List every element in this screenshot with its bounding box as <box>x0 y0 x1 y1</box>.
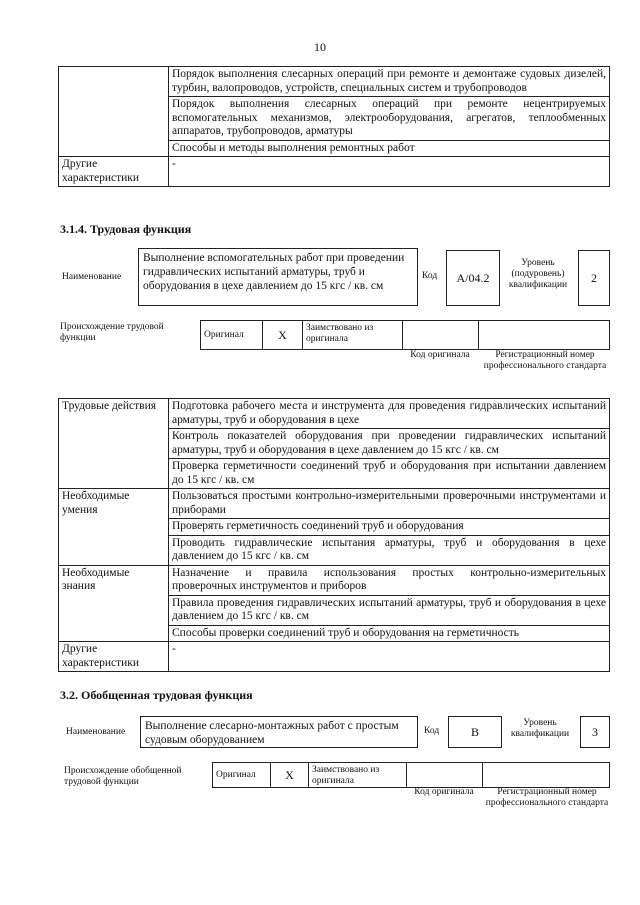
row-label-other: Другие характеристики <box>59 642 169 672</box>
origin-label: Происхождение обобщенной трудовой функции <box>64 766 182 787</box>
reg-number-caption: Регистрационный номер профессионального стандарта <box>483 350 607 371</box>
reg-number-caption: Регистрационный номер профессионального стандарта <box>485 787 609 808</box>
code-original-caption: Код оригинала <box>410 350 470 360</box>
original-code-cell <box>407 763 483 787</box>
borrowed-label: Заимствовано из оригинала <box>303 321 403 349</box>
level-label: Уровень (подуровень) квалификации <box>508 258 568 290</box>
top-table-item: Способы и методы выполнения ремонтных работ <box>169 140 610 157</box>
top-table-label-empty <box>59 67 169 157</box>
name-label: Наименование <box>62 272 122 282</box>
section-heading-314: 3.1.4. Трудовая функция <box>60 222 192 236</box>
original-label: Оригинал <box>201 321 263 349</box>
table-cell: Проверка герметичности соединений труб и оборудования при испытании давлением до 15 кгс / кв. см <box>169 459 610 489</box>
code-value: В <box>448 716 502 748</box>
level-value: 3 <box>580 716 610 748</box>
section-heading-32: 3.2. Обобщенная трудовая функция <box>60 688 253 702</box>
table-cell: Контроль показателей оборудования при проведении гидравлических испытаний арматуры, труб и оборудования в цехе давлением до 15 кгс / кв. см <box>169 429 610 459</box>
original-code-cell <box>403 321 479 349</box>
row-label-skills: Необходимые умения <box>59 489 169 566</box>
original-label: Оригинал <box>213 763 271 787</box>
reg-number-cell <box>483 763 609 787</box>
original-mark: X <box>263 321 303 349</box>
name-label: Наименование <box>66 727 126 737</box>
page-number: 10 <box>314 40 326 54</box>
borrowed-label: Заимствовано из оригинала <box>309 763 407 787</box>
row-label-actions: Трудовые действия <box>59 399 169 489</box>
function-name: Выполнение вспомогательных работ при проведении гидравлических испытаний арматуры, труб и оборудования в цехе давлением до 15 кгс / кв. см <box>138 248 418 306</box>
level-value: 2 <box>578 250 610 306</box>
table-cell: Способы проверки соединений труб и оборудования на герметичность <box>169 625 610 642</box>
code-original-caption: Код оригинала <box>414 787 474 797</box>
code-value: А/04.2 <box>446 250 500 306</box>
row-label-knowledge: Необходимые знания <box>59 565 169 642</box>
origin-label: Происхождение трудовой функции <box>60 322 164 343</box>
origin-row <box>200 320 610 350</box>
table-cell: Подготовка рабочего места и инструмента для проведения гидравлических испытаний арматуры, труб и оборудования в цехе <box>169 399 610 429</box>
top-table-item: Порядок выполнения слесарных операций при ремонте и демонтаже судовых дизелей, турбин, валопроводов, устройств, специальных систем и трубопроводов <box>169 67 610 97</box>
level-label: Уровень квалификации <box>510 718 570 739</box>
top-table-item: - <box>169 157 610 187</box>
code-label: Код <box>424 726 440 736</box>
top-table-label: Другие характеристики <box>59 157 169 187</box>
top-table <box>58 66 610 187</box>
table-cell: Проверять герметичность соединений труб и оборудования <box>169 519 610 536</box>
reg-number-cell <box>479 321 609 349</box>
table-cell: Проводить гидравлические испытания арматуры, труб и оборудования в цехе давлением до 15 кгс / кв. см <box>169 535 610 565</box>
table-cell: Правила проведения гидравлических испытаний арматуры, труб и оборудования в цехе давлением до 15 кгс / кв. см <box>169 595 610 625</box>
table-cell: Назначение и правила использования простых контрольно-измерительных проверочных инструментов и приборов <box>169 565 610 595</box>
generalized-function-name: Выполнение слесарно-монтажных работ с простым судовым оборудованием <box>140 716 418 748</box>
top-table-item: Порядок выполнения слесарных операций при ремонте нецентрируемых вспомогательных механизмов, электрооборудования, агрегатов, теплообменных аппаратов, трубопроводов, арматуры <box>169 97 610 141</box>
table-cell: Пользоваться простыми контрольно-измерительными проверочными инструментами и приборами <box>169 489 610 519</box>
code-label: Код <box>422 271 438 281</box>
table-cell: - <box>169 642 610 672</box>
origin-row <box>212 762 610 788</box>
original-mark: X <box>271 763 309 787</box>
functions-table <box>58 398 610 672</box>
